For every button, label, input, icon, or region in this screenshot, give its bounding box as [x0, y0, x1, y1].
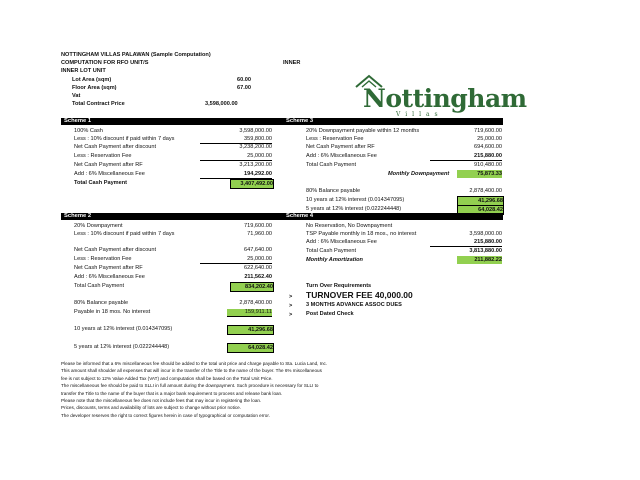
scheme2-row-value: 211,562.40	[244, 274, 272, 280]
scheme2-balance-value: 2,878,400.00	[239, 300, 272, 306]
scheme1-row-value: 3,213,200.00	[239, 162, 272, 168]
bullet-icon: >	[289, 303, 293, 309]
scheme3-row-label: Less : Reservation Fee	[306, 136, 364, 142]
document-subtitle: COMPUTATION FOR RFO UNIT/S	[61, 60, 149, 66]
scheme2-row-label: Net Cash Payment after discount	[74, 247, 157, 253]
scheme2-header: Scheme 2	[61, 213, 283, 220]
scheme1-row-label: Add : 6% Miscellaneous Fee	[74, 171, 145, 177]
monthly-amortization-label: Monthly Amortization	[306, 257, 363, 263]
monthly-downpayment-label: Monthly Downpayment	[388, 171, 450, 177]
scheme3-row-label: 20% Downpayment payable within 12 months	[306, 128, 420, 134]
floor-area-value: 67.00	[237, 85, 251, 91]
lot-area-label: Lot Area (sqm)	[72, 77, 112, 83]
logo-sub: Villas	[396, 111, 443, 118]
scheme2-row-value: 25,000.00	[200, 256, 272, 264]
monthly-downpayment-value: 75,873.33	[457, 170, 502, 178]
scheme1-row-label: Less : 10% discount if paid within 7 days	[74, 136, 175, 142]
scheme1-total-value: 3,407,492.00	[230, 179, 274, 189]
bullet-icon: >	[289, 294, 293, 300]
scheme4-row-label: No Reservation, No Downpayment	[306, 223, 393, 229]
scheme3-balance-value: 2,878,400.00	[469, 188, 502, 194]
scheme2-total-label: Total Cash Payment	[74, 283, 125, 289]
scheme4-row-value: 3,598,000.00	[469, 231, 502, 237]
scheme3-term-label: 10 years at 12% interest (0.014347095)	[306, 197, 405, 203]
scheme2-balance-label: Payable in 18 mos. No interest	[74, 309, 151, 315]
scheme1-header: Scheme 1	[61, 118, 283, 125]
document-title: NOTTINGHAM VILLAS PALAWAN (Sample Computation)	[61, 52, 211, 58]
scheme4-row-label: Add : 6% Miscellaneous Fee	[306, 239, 377, 245]
scheme3-term-value: 41,296.68	[457, 196, 504, 206]
scheme3-row-label: Net Cash Payment after RF	[306, 144, 375, 150]
scheme4-row-value: 3,813,880.00	[469, 248, 502, 254]
scheme2-row-value: 719,600.00	[244, 223, 272, 229]
scheme3-header: Scheme 3	[283, 118, 503, 125]
scheme2-row-label: Less : Reservation Fee	[74, 256, 132, 262]
bullet-icon: >	[289, 312, 293, 318]
scheme1-row-value: 359,800.00	[200, 136, 272, 144]
note-line: This amount shall shoulder all expenses that will incur in the transfer of the Title to the name of the buyer. The 6% miscellaneous	[61, 368, 322, 374]
scheme2-term-value: 64,028.42	[227, 343, 274, 353]
scheme3-row-value: 719,600.00	[474, 128, 502, 134]
total-contract-price-value: 3,598,000.00	[205, 101, 238, 107]
scheme3-row-label: Add : 6% Miscellaneous Fee	[306, 153, 377, 159]
scheme2-row-label: Net Cash Payment after RF	[74, 265, 143, 271]
note-line: The miscellaneous fee should be paid to SLLI in full amount during the downpayment. Such procedure is necessary for SLLI to	[61, 383, 319, 389]
scheme1-row-value: 194,292.00	[200, 171, 272, 179]
note-line: fee is not subject to 12% Value Added Tax (VAT) and computation shall be based on the Total Unit Price.	[61, 375, 273, 381]
note-line: Prices, discounts, terms and availability of lots are subject to change without prior notice.	[61, 405, 242, 411]
scheme3-row-value: 215,880.00	[430, 153, 502, 161]
scheme3-row-value: 910,480.00	[474, 162, 502, 168]
inner-label: INNER	[283, 60, 301, 66]
scheme1-row-label: Net Cash Payment after RF	[74, 162, 143, 168]
scheme3-row-value: 694,600.00	[474, 144, 502, 150]
scheme1-row-label: 100% Cash	[74, 128, 103, 134]
scheme2-balance-label: 80% Balance payable	[74, 300, 129, 306]
scheme3-balance-label: 80% Balance payable	[306, 188, 361, 194]
note-line: Please note that the miscellaneous fee does not include fees that may incur in registering the loan.	[61, 398, 262, 404]
scheme2-term-value: 41,296.68	[227, 325, 274, 335]
scheme1-row-value: 3,598,000.00	[239, 128, 272, 134]
scheme2-row-label: 20% Downpayment	[74, 223, 123, 229]
total-contract-price-label: Total Contract Price	[72, 101, 125, 107]
scheme4-row-value: 215,880.00	[430, 239, 502, 247]
scheme1-total-label: Total Cash Payment	[74, 180, 128, 186]
scheme2-balance-value: 159,911.11	[227, 309, 272, 317]
scheme1-row-label: Net Cash Payment after discount	[74, 144, 157, 150]
scheme2-row-label: Add : 6% Miscellaneous Fee	[74, 274, 145, 280]
scheme4-header: Scheme 4	[283, 213, 503, 220]
scheme1-row-label: Less : Reservation Fee	[74, 153, 132, 159]
logo-name: Nottingham	[363, 84, 527, 113]
scheme1-row-value: 3,238,200.00	[239, 144, 272, 150]
nottingham-logo	[340, 82, 527, 122]
scheme4-row-label: TSP Payable monthly in 18 mos., no interest	[306, 231, 417, 237]
floor-area-label: Floor Area (sqm)	[72, 85, 117, 91]
unit-type: INNER LOT UNIT	[61, 68, 106, 74]
turnover-assoc-dues: 3 MONTHS ADVANCE ASSOC DUES	[306, 302, 402, 308]
lot-area-value: 60.00	[237, 77, 251, 83]
scheme2-row-value: 71,960.00	[247, 231, 272, 237]
turnover-fee: TURNOVER FEE 40,000.00	[306, 290, 413, 300]
note-line: Please be informed that a 6% miscellaneous fee should be added to the total unit price and charge payable to Sta. Lucia Land, Inc.	[61, 361, 328, 366]
turnover-title: Turn Over Requirements	[306, 283, 372, 289]
scheme4-row-label: Total Cash Payment	[306, 248, 357, 254]
scheme2-total-value: 834,202.40	[230, 282, 274, 292]
scheme3-row-value: 25,000.00	[477, 136, 502, 142]
scheme2-row-label: Less : 10% discount if paid within 7 days	[74, 231, 175, 237]
scheme3-term-label: 5 years at 12% interest (0.022244448)	[306, 206, 402, 212]
scheme2-row-value: 622,640.00	[244, 265, 272, 271]
vat-label: Vat	[72, 93, 81, 99]
scheme1-row-value: 25,000.00	[200, 153, 272, 161]
note-line: The developer reserves the right to correct figures herein in case of typographical or computation error.	[61, 412, 270, 418]
scheme3-term-value: 64,028.42	[457, 205, 504, 215]
scheme2-row-value: 647,640.00	[244, 247, 272, 253]
note-line: transfer the Title to the name of the buyer that is a major bank requirement to process and release bank loan.	[61, 390, 283, 396]
monthly-amortization-value: 211,882.22	[457, 256, 502, 264]
turnover-pdc: Post Dated Check	[306, 311, 354, 317]
notes-block	[61, 360, 327, 419]
scheme3-row-label: Total Cash Payment	[306, 162, 357, 168]
scheme2-term-label: 10 years at 12% interest (0.014347095)	[74, 326, 173, 332]
scheme2-term-label: 5 years at 12% interest (0.022244448)	[74, 344, 170, 350]
